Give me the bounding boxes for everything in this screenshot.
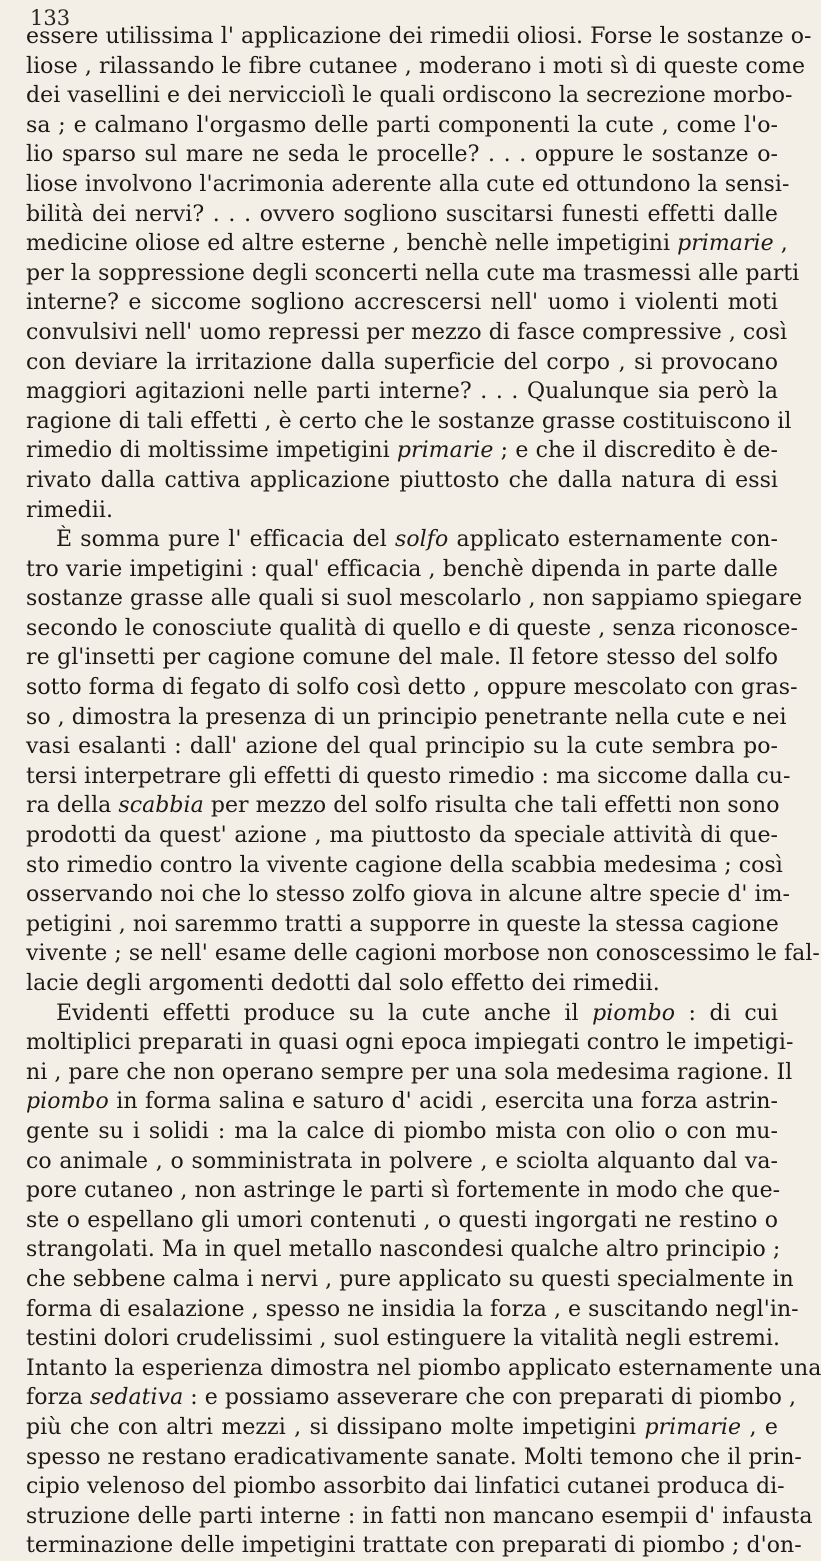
text-run: : e possiamo asseverare che con preparati di piombo , — [183, 1385, 797, 1411]
text-line: tersi interpetrare gli effetti di questo rimedio : ma siccome dalla cu- — [26, 763, 791, 789]
text-line — [26, 525, 778, 555]
text-line: pore cutaneo , non astringe le parti sì fortemente in modo che que- — [26, 1178, 781, 1204]
text-line: so , dimostra la presenza di un principio penetrante nella cute e nei — [26, 704, 787, 730]
italic-term: solfo — [395, 527, 449, 553]
italic-term: piombo — [26, 1089, 109, 1115]
text-line: rimedii. — [26, 497, 113, 523]
text-line: lio sparso sul mare ne seda le procelle? . . . oppure le sostanze o- — [26, 142, 778, 168]
text-line: liose involvono l'acrimonia aderente alla cute ed ottundono la sensi- — [26, 171, 790, 197]
text-line: interne? e siccome sogliono accrescersi nell' uomo i violenti moti — [26, 290, 778, 316]
text-run: , — [773, 231, 788, 257]
text-line: gente su i solidi : ma la calce di piombo mista con olio o con mu- — [26, 1118, 778, 1144]
italic-term: primarie — [644, 1414, 742, 1440]
text-run: più che con altri mezzi , si dissipano molte impetigini — [26, 1414, 645, 1440]
text-line — [26, 791, 778, 821]
text-line: convulsivi nell' uomo repressi per mezzo di fasce compressive , così — [26, 319, 788, 345]
text-run: , e — [741, 1414, 778, 1440]
text-run: applicato esternamente con- — [448, 527, 778, 553]
text-line: petigini , noi saremmo tratti a supporre in queste la stessa cagione — [26, 911, 779, 937]
text-line: forma di esalazione , spesso ne insidia la forza , e suscitando negl'in- — [26, 1296, 799, 1322]
text-line: sotto forma di fegato di solfo così detto , oppure mescolato con gras- — [26, 675, 798, 701]
text-line: ni , pare che non operano sempre per una sola medesima ragione. Il — [26, 1059, 793, 1085]
body-text — [26, 22, 821, 1561]
text-line: co animale , o somministrata in polvere , e sciolta alquanto dal va- — [26, 1148, 778, 1174]
text-line: strangolati. Ma in quel metallo nascondesi qualche altro principio ; — [26, 1237, 781, 1263]
text-line: secondo le conosciute qualità di quello e di queste , senza riconosce- — [26, 615, 798, 641]
text-line: re gl'insetti per cagione comune del male. Il fetore stesso del solfo — [26, 645, 778, 671]
text-line: liose , rilassando le fibre cutanee , moderano i moti sì di queste come — [26, 53, 806, 79]
text-line: lacie degli argomenti dedotti dal solo effetto dei rimedii. — [26, 971, 660, 996]
text-line: sto rimedio contro la vivente cagione della scabbia medesima ; così — [26, 852, 783, 878]
text-line: vivente ; se nell' esame delle cagioni morbose non conoscessimo le fal- — [26, 941, 820, 967]
text-run: in forma salina e saturo d' acidi , esercita una forza astrin- — [108, 1089, 778, 1115]
text-line: maggiori agitazioni nelle parti interne? . . . Qualunque sia però la — [26, 379, 778, 405]
italic-term: primarie — [677, 231, 774, 257]
text-line — [26, 229, 788, 259]
text-run: ra della — [26, 793, 119, 819]
text-line: osservando noi che lo stesso zolfo giova in alcune altre specie d' im- — [26, 882, 791, 908]
text-line: Intanto la esperienza dimostra nel piombo applicato esternamente una — [26, 1355, 821, 1381]
text-line: ste o espellano gli umori contenuti , o questi ingorgati ne restino o — [26, 1207, 778, 1233]
text-run: È somma pure l' efficacia del — [56, 527, 396, 553]
text-line: tro varie impetigini : qual' efficacia , benchè dipenda in parte dalle — [26, 556, 778, 582]
text-line: spesso ne restano eradicativamente sanate. Molti temono che il prin- — [26, 1444, 802, 1470]
text-line: rivato dalla cattiva applicazione piuttosto che dalla natura di essi — [26, 467, 778, 493]
text-line: sa ; e calmano l'orgasmo delle parti componenti la cute , come l'o- — [26, 112, 778, 138]
text-run: medicine oliose ed altre esterne , benchè nelle impetigini — [26, 231, 678, 257]
page-number: 133 — [30, 6, 71, 30]
italic-term: piombo — [592, 1000, 676, 1026]
text-line: sostanze grasse alle quali si suol mescolarlo , non sappiamo spiegare — [26, 586, 803, 612]
text-line — [26, 1413, 778, 1443]
text-line: per la soppressione degli sconcerti nella cute ma trasmessi alle parti — [26, 260, 800, 286]
text-run: : di cui — [675, 1000, 778, 1026]
text-line: testini dolori crudelissimi , suol estinguere la vitalità negli estremi. — [26, 1326, 781, 1352]
text-line: terminazione delle impetigini trattate con preparati di piombo ; d'on- — [26, 1533, 802, 1559]
text-line: prodotti da quest' azione , ma piuttosto da speciale attività di que- — [26, 823, 778, 849]
text-run: ; e che il discredito è de- — [493, 438, 778, 464]
text-line: moltiplici preparati in quasi ogni epoca impiegati contro le impetigi- — [26, 1030, 794, 1056]
text-line: vasi esalanti : dall' azione del qual principio su la cute sembra po- — [26, 734, 778, 760]
text-line — [26, 1383, 797, 1413]
text-line: struzione delle parti interne : in fatti non mancano esempii d' infausta — [26, 1503, 813, 1529]
text-run: forza — [26, 1385, 90, 1411]
text-run: per mezzo del solfo risulta che tali effetti non sono — [203, 793, 780, 819]
italic-term: primarie — [396, 438, 494, 464]
text-line: dei vasellini e dei nervicciolì le quali ordiscono la secrezione morbo- — [26, 83, 793, 109]
text-run: Evidenti effetti produce su la cute anche il — [56, 1000, 593, 1026]
text-line: che sebbene calma i nervi , pure applicato su questi specialmente in — [26, 1266, 794, 1292]
text-line: cipio velenoso del piombo assorbito dai linfatici cutanei produca di- — [26, 1474, 785, 1500]
text-run: rimedio di moltissime impetigini — [26, 438, 397, 464]
italic-term: scabbia — [118, 793, 204, 819]
text-line: essere utilissima l' applicazione dei rimedii oliosi. Forse le sostanze o- — [26, 24, 812, 49]
text-line: ragione di tali effetti , è certo che le sostanze grasse costituiscono il — [26, 408, 792, 434]
text-line: bilità dei nervi? . . . ovvero sogliono suscitarsi funesti effetti dalle — [26, 201, 778, 227]
text-line: con deviare la irritazione dalla superficie del corpo , si provocano — [26, 349, 778, 375]
text-line — [26, 999, 778, 1029]
text-line — [26, 1087, 778, 1117]
italic-term: sedativa — [89, 1385, 184, 1411]
text-line — [26, 436, 778, 466]
